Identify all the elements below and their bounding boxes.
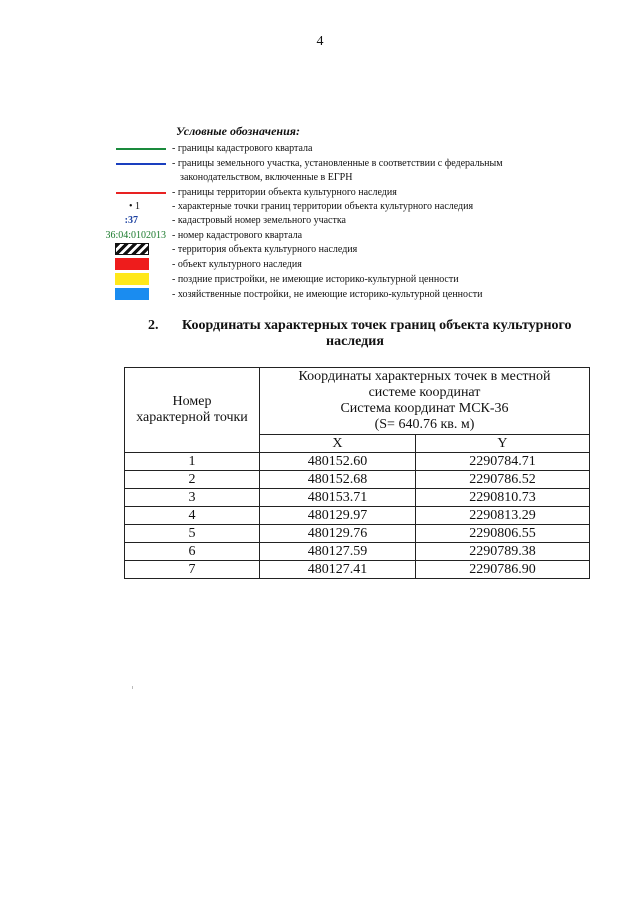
legend-hatch-symbol xyxy=(88,243,166,257)
legend-symbol-label: • 1 xyxy=(128,201,140,212)
point-number-cell: 6 xyxy=(125,543,260,561)
legend-item xyxy=(0,273,640,287)
legend-description: - границы кадастрового квартала xyxy=(172,143,313,154)
legend-description-continued: законодательством, включенные в ЕГРН xyxy=(180,172,353,183)
legend-description: - хозяйственные постройки, не имеющие историко-культурной ценности xyxy=(172,289,483,300)
legend-description: - объект культурного наследия xyxy=(172,259,302,270)
scan-mark xyxy=(132,686,133,689)
x-coordinate-cell: 480129.76 xyxy=(260,525,416,543)
point-number-cell: 4 xyxy=(125,507,260,525)
y-coordinate-cell: 2290789.38 xyxy=(415,543,589,561)
section-title-line2: наследия xyxy=(326,334,384,349)
table-row xyxy=(125,561,590,579)
point-number-cell: 2 xyxy=(125,471,260,489)
legend-item xyxy=(0,258,640,272)
x-column-header: X xyxy=(260,435,416,453)
legend-text-symbol xyxy=(88,200,166,214)
table-row xyxy=(125,525,590,543)
x-coordinate-cell: 480153.71 xyxy=(260,489,416,507)
table-row xyxy=(125,507,590,525)
legend-item xyxy=(0,200,640,214)
x-coordinate-cell: 480129.97 xyxy=(260,507,416,525)
page-number: 4 xyxy=(316,34,324,49)
x-coordinate-cell: 480127.41 xyxy=(260,561,416,579)
legend-line-swatch xyxy=(116,148,166,150)
legend-fill-symbol xyxy=(88,273,166,287)
color-swatch xyxy=(115,258,149,270)
legend-item xyxy=(0,142,640,156)
table-row xyxy=(125,453,590,471)
legend-line-swatch xyxy=(116,192,166,194)
x-coordinate-cell: 480152.60 xyxy=(260,453,416,471)
legend-line-symbol xyxy=(88,142,166,156)
y-coordinate-cell: 2290786.52 xyxy=(415,471,589,489)
legend-text-symbol xyxy=(88,229,166,243)
coordinates-header: Координаты характерных точек в местной системе координат Система координат МСК-36 (S= 640.76 кв. м) xyxy=(260,368,590,435)
legend-item xyxy=(0,243,640,257)
legend-symbol-label: :37 xyxy=(124,215,138,226)
legend-item xyxy=(0,157,640,183)
legend-item xyxy=(0,229,640,243)
point-number-header: Номер характерной точки xyxy=(125,368,260,453)
section-number: 2. xyxy=(148,318,159,333)
legend-item xyxy=(0,214,640,228)
legend-description: - номер кадастрового квартала xyxy=(172,230,303,241)
legend-description: - кадастровый номер земельного участка xyxy=(172,215,346,226)
legend-item xyxy=(0,186,640,200)
legend-fill-symbol xyxy=(88,288,166,302)
legend-line-symbol xyxy=(88,157,166,171)
y-column-header: Y xyxy=(415,435,589,453)
legend-description: - поздние пристройки, не имеющие историко-культурной ценности xyxy=(172,274,459,285)
legend-fill-symbol xyxy=(88,258,166,272)
point-number-cell: 7 xyxy=(125,561,260,579)
x-coordinate-cell: 480152.68 xyxy=(260,471,416,489)
y-coordinate-cell: 2290806.55 xyxy=(415,525,589,543)
point-number-cell: 1 xyxy=(125,453,260,471)
coordinates-table xyxy=(124,367,590,579)
y-coordinate-cell: 2290810.73 xyxy=(415,489,589,507)
y-coordinate-cell: 2290786.90 xyxy=(415,561,589,579)
y-coordinate-cell: 2290784.71 xyxy=(415,453,589,471)
point-number-cell: 3 xyxy=(125,489,260,507)
legend-description: - границы земельного участка, установленные в соответствии с федеральным xyxy=(172,158,503,169)
legend-symbol-label: 36:04:0102013 xyxy=(105,230,166,241)
legend-description: - характерные точки границ территории объекта культурного наследия xyxy=(172,201,474,212)
legend-line-symbol xyxy=(88,186,166,200)
legend-text-symbol xyxy=(88,214,166,228)
legend-line-swatch xyxy=(116,163,166,165)
color-swatch xyxy=(115,288,149,300)
color-swatch xyxy=(115,273,149,285)
point-number-cell: 5 xyxy=(125,525,260,543)
legend-item xyxy=(0,288,640,302)
legend-description: - границы территории объекта культурного наследия xyxy=(172,187,397,198)
table-row xyxy=(125,489,590,507)
legend-description: - территория объекта культурного наследия xyxy=(172,244,358,255)
hatch-swatch xyxy=(115,243,149,255)
table-row xyxy=(125,543,590,561)
table-row xyxy=(125,471,590,489)
section-title-line1: Координаты характерных точек границ объекта культурного xyxy=(182,318,572,333)
y-coordinate-cell: 2290813.29 xyxy=(415,507,589,525)
x-coordinate-cell: 480127.59 xyxy=(260,543,416,561)
legend-title: Условные обозначения: xyxy=(176,124,300,138)
